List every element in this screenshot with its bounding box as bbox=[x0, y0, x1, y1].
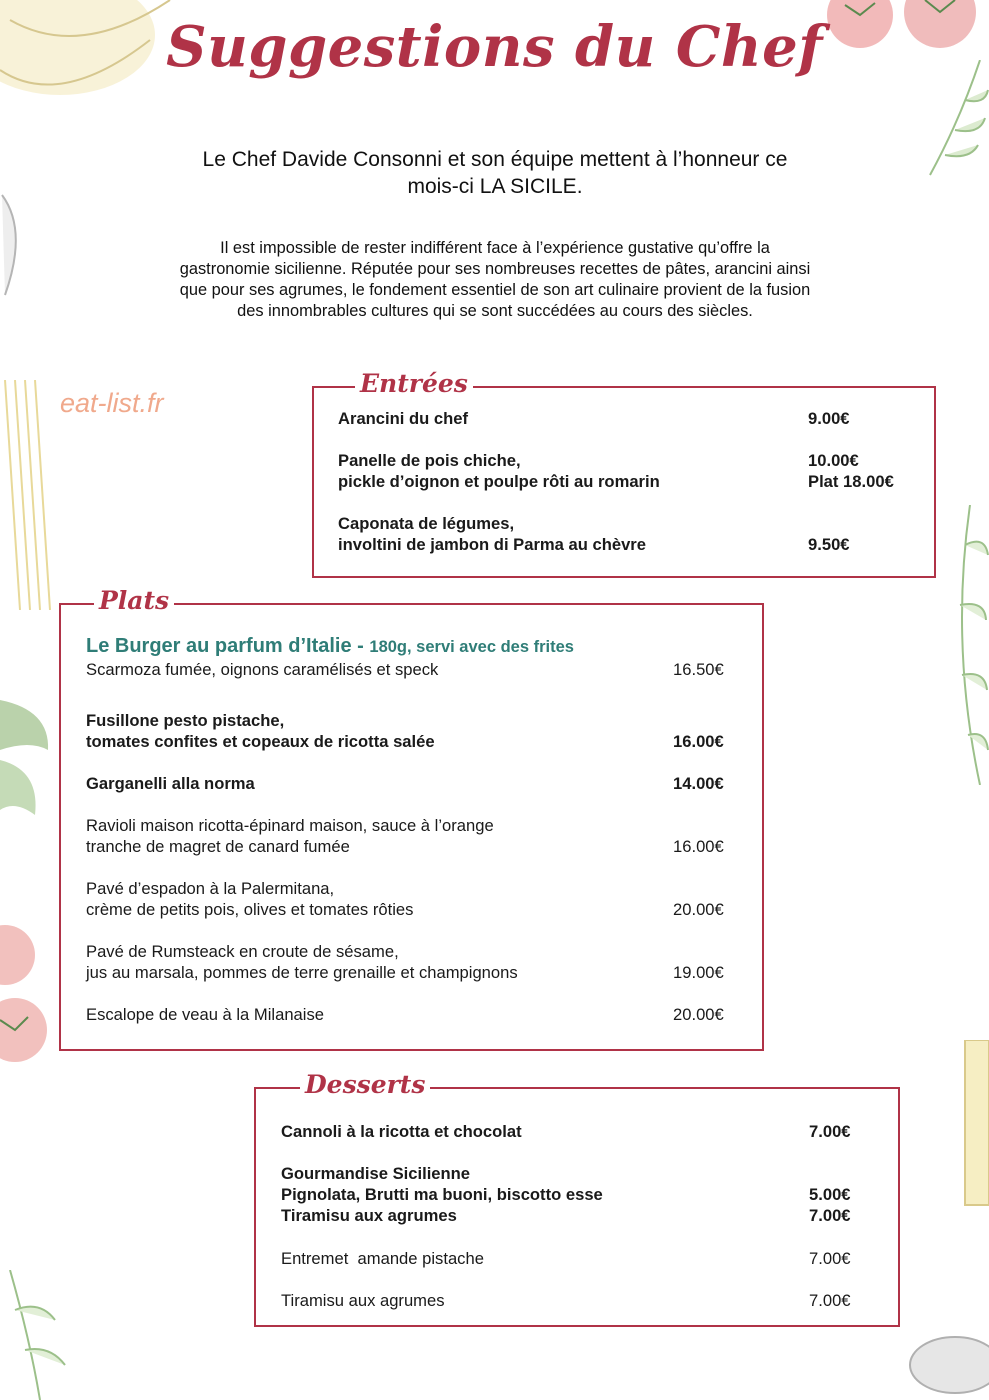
menu-item-name: Gourmandise Sicilienne bbox=[281, 1164, 471, 1183]
watermark: eat-list.fr bbox=[60, 388, 164, 418]
page-title: Suggestions du Chef bbox=[166, 14, 823, 80]
intro-lead-line: mois-ci LA SICILE. bbox=[407, 175, 583, 198]
menu-item-price: Plat 18.00€ bbox=[808, 472, 894, 491]
menu-item-desc: involtini de jambon di Parma au chèvre bbox=[338, 535, 646, 554]
menu-item-name: Entremet amande pistache bbox=[281, 1249, 484, 1268]
menu-item-desc: Pignolata, Brutti ma buoni, biscotto esse bbox=[281, 1185, 603, 1204]
menu-item-price: 14.00€ bbox=[673, 774, 724, 793]
herb-bottom-illustration bbox=[0, 1270, 70, 1400]
menu-item-price: 19.00€ bbox=[673, 963, 724, 982]
intro-lead-line: Le Chef Davide Consonni et son équipe mettent à l’honneur ce bbox=[202, 148, 788, 171]
menu-item-price: 7.00€ bbox=[809, 1122, 851, 1141]
menu-item-price: 9.50€ bbox=[808, 535, 850, 554]
menu-item-name: Pavé d’espadon à la Palermitana, bbox=[86, 879, 335, 898]
entrees-title: Entrées bbox=[355, 369, 473, 399]
intro-body-line: Il est impossible de rester indifférent face à l’expérience gustative qu’offre la bbox=[220, 239, 770, 257]
menu-item-desc: tomates confites et copeaux de ricotta salée bbox=[86, 732, 435, 751]
menu-item-name: Fusillone pesto pistache, bbox=[86, 711, 285, 730]
menu-item-price: 5.00€ bbox=[809, 1185, 851, 1204]
intro-body-line: gastronomie sicilienne. Réputée pour ses nombreuses recettes de pâtes, arancini ainsi bbox=[179, 260, 811, 278]
menu-item-price: 20.00€ bbox=[673, 900, 724, 919]
menu-item-price: 10.00€ bbox=[808, 451, 859, 470]
burger-heading bbox=[86, 634, 574, 659]
desserts-title: Desserts bbox=[300, 1070, 430, 1100]
menu-item-desc: Tiramisu aux agrumes bbox=[281, 1206, 457, 1225]
mushroom-illustration bbox=[900, 1335, 989, 1400]
menu-item-desc: jus au marsala, pommes de terre grenaille et champignons bbox=[86, 963, 518, 982]
intro-body-line: que pour ses agrumes, le fondement essentiel de son art culinaire provient de la fusion bbox=[179, 281, 811, 299]
menu-item-price: 20.00€ bbox=[673, 1005, 724, 1024]
menu-item-desc: Scarmoza fumée, oignons caramélisés et speck bbox=[86, 660, 439, 679]
cheese-illustration bbox=[960, 1040, 989, 1210]
menu-item-price: 7.00€ bbox=[809, 1291, 851, 1310]
herb-right-illustration bbox=[940, 505, 989, 785]
menu-item-desc: pickle d’oignon et poulpe rôti au romarin bbox=[338, 472, 660, 491]
intro-paragraph bbox=[120, 238, 870, 322]
leaf-illustration bbox=[0, 190, 30, 300]
menu-item-name: Garganelli alla norma bbox=[86, 774, 255, 793]
burger-detail: 180g, servi avec des frites bbox=[369, 638, 574, 656]
pasta-illustration bbox=[0, 380, 60, 610]
intro-body-line: des innombrables cultures qui se sont succédées au cours des siècles. bbox=[237, 302, 753, 320]
menu-item-name: Escalope de veau à la Milanaise bbox=[86, 1005, 324, 1024]
menu-item-name: Arancini du chef bbox=[338, 409, 469, 428]
menu-item-name: Tiramisu aux agrumes bbox=[281, 1291, 445, 1310]
menu-item-name: Panelle de pois chiche, bbox=[338, 451, 521, 470]
burger-name: Le Burger au parfum d’Italie - bbox=[86, 635, 370, 657]
menu-item-name: Ravioli maison ricotta-épinard maison, sauce à l’orange bbox=[86, 816, 494, 835]
menu-item-price: 16.00€ bbox=[673, 732, 724, 751]
menu-item-desc: crème de petits pois, olives et tomates rôties bbox=[86, 900, 414, 919]
menu-item-price: 7.00€ bbox=[809, 1206, 851, 1225]
menu-item-price: 7.00€ bbox=[809, 1249, 851, 1268]
tomato-left-illustration bbox=[0, 925, 50, 1075]
menu-item-price: 9.00€ bbox=[808, 409, 850, 428]
menu-item-desc: tranche de magret de canard fumée bbox=[86, 837, 350, 856]
menu-item-name: Cannoli à la ricotta et chocolat bbox=[281, 1122, 522, 1141]
menu-item-name: Pavé de Rumsteack en croute de sésame, bbox=[86, 942, 399, 961]
basil-illustration bbox=[0, 680, 55, 820]
intro-lead bbox=[150, 146, 840, 200]
menu-item-price: 16.00€ bbox=[673, 837, 724, 856]
menu-item-price: 16.50€ bbox=[673, 660, 724, 679]
plats-title: Plats bbox=[94, 586, 174, 616]
menu-item-name: Caponata de légumes, bbox=[338, 514, 515, 533]
